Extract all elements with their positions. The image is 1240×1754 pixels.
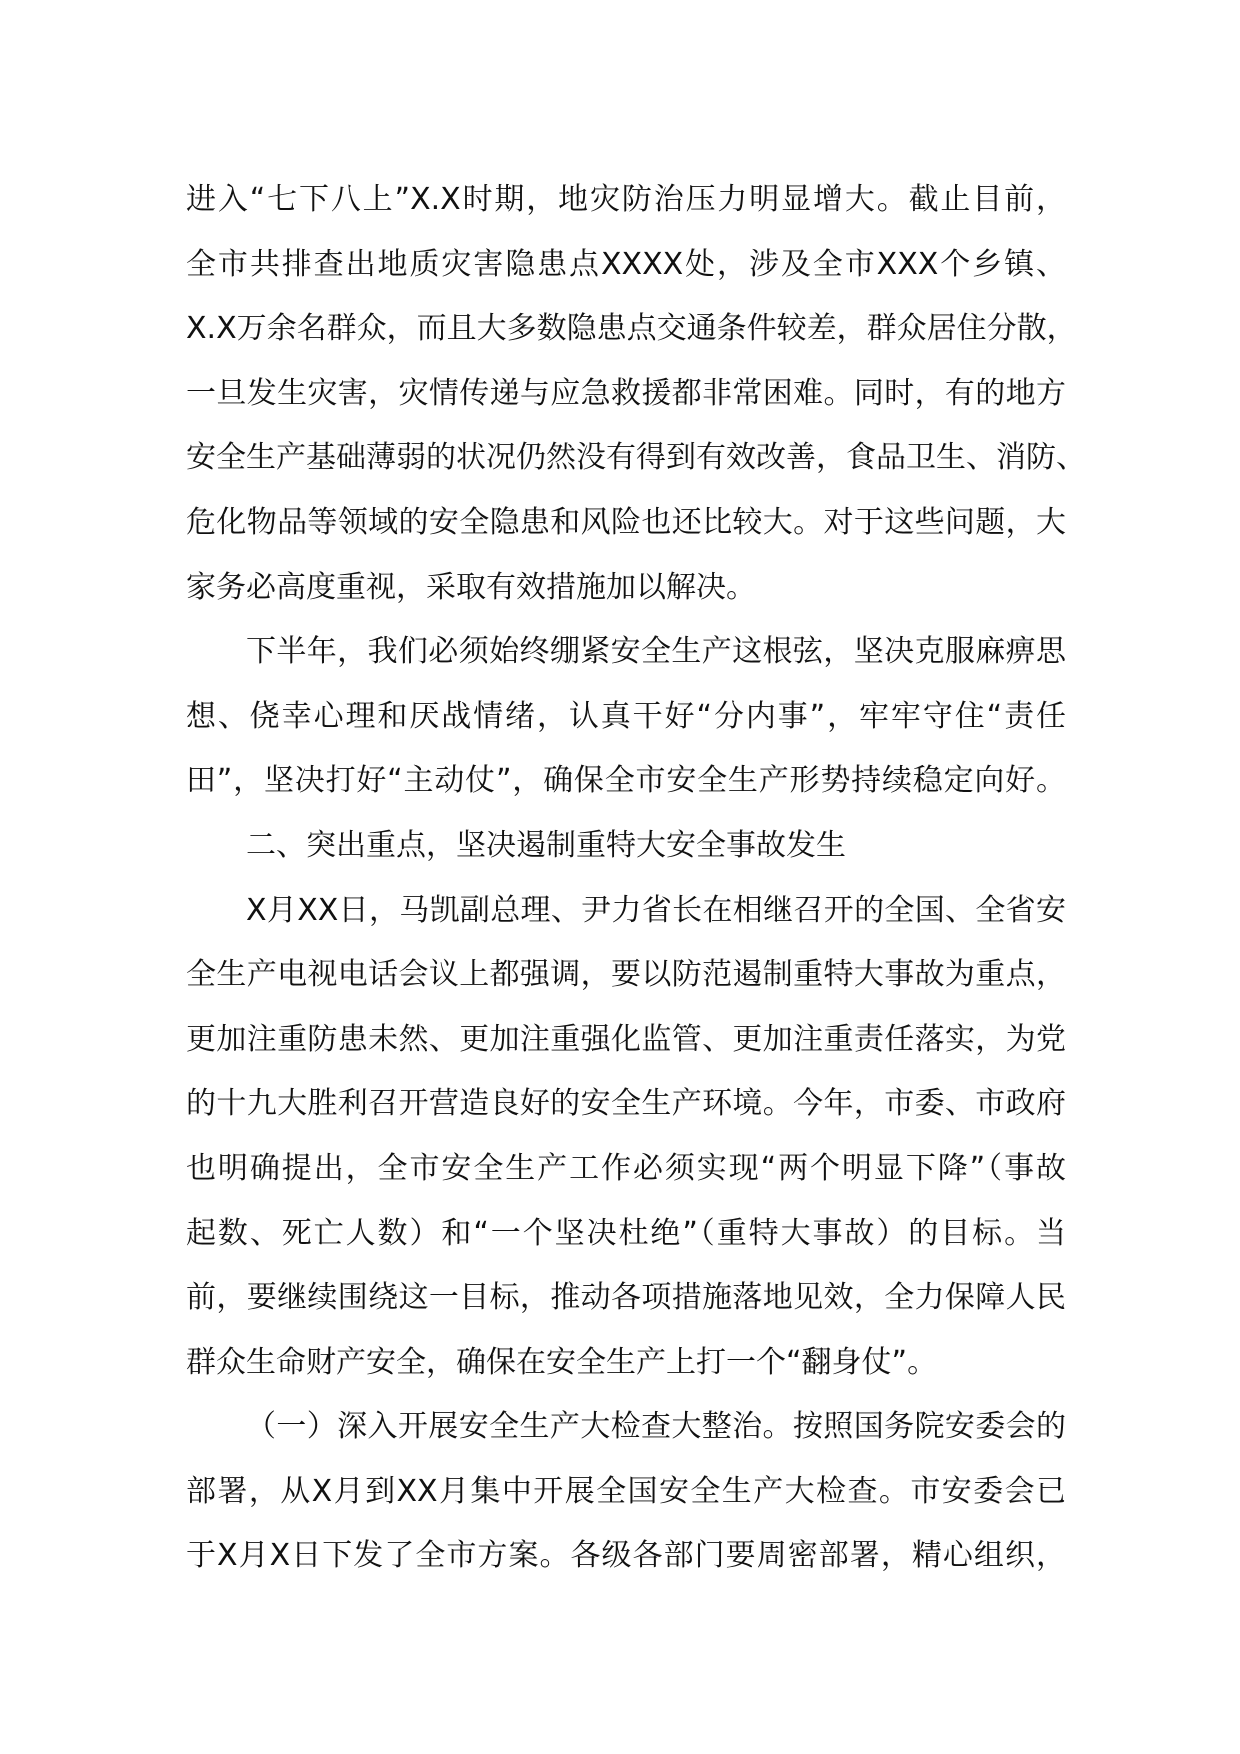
section-heading: 二、突出重点，坚决遏制重特大安全事故发生 (246, 827, 846, 863)
text-line: 更加注重防患未然、更加注重强化监管、更加注重责任落实，为党 (186, 1021, 1066, 1057)
text-line: X.X万余名群众，而且大多数隐患点交通条件较差，群众居住分散， (186, 311, 1077, 347)
text-line: 进入“七下八上”X.X时期，地灾防治压力明显增大。截止目前， (186, 182, 1066, 217)
text-line: 全市共排查出地质灾害隐患点XXXX处，涉及全市XXX个乡镇、 (186, 246, 1066, 282)
text-line: 危化物品等领域的安全隐患和风险也还比较大。对于这些问题，大 (186, 504, 1066, 540)
text-line: 前，要继续围绕这一目标，推动各项措施落地见效，全力保障人民 (186, 1280, 1066, 1316)
text-line: 部署，从X月到XX月集中开展全国安全生产大检查。市安委会已 (186, 1473, 1066, 1509)
text-line: （一）深入开展安全生产大检查大整治。按照国务院安委会的 (246, 1409, 1066, 1445)
text-line: 的十九大胜利召开营造良好的安全生产环境。今年，市委、市政府 (186, 1086, 1066, 1122)
text-line: 也明确提出，全市安全生产工作必须实现“两个明显下降”（事故 (186, 1150, 1066, 1186)
text-line: 起数、死亡人数）和“一个坚决杜绝”（重特大事故）的目标。当 (186, 1215, 1066, 1251)
text-line: 想、侥幸心理和厌战情绪，认真干好“分内事”，牢牢守住“责任 (186, 698, 1066, 734)
text-line: 一旦发生灾害，灾情传递与应急救援都非常困难。同时，有的地方 (186, 375, 1066, 411)
text-line: 家务必高度重视，采取有效措施加以解决。 (186, 569, 756, 605)
text-line: 全生产电视电话会议上都强调，要以防范遏制重特大事故为重点， (186, 957, 1066, 993)
text-line: 田”，坚决打好“主动仗”，确保全市安全生产形势持续稳定向好。 (186, 763, 1066, 799)
text-line: 群众生命财产安全，确保在安全生产上打一个“翻身仗”。 (186, 1344, 938, 1380)
text-line: 下半年，我们必须始终绷紧安全生产这根弦，坚决克服麻痹思 (246, 634, 1066, 670)
text-line: 安全生产基础薄弱的状况仍然没有得到有效改善，食品卫生、消防、 (186, 440, 1086, 476)
text-line: X月XX日，马凯副总理、尹力省长在相继召开的全国、全省安 (246, 892, 1066, 928)
text-line: 于X月X日下发了全市方案。各级各部门要周密部署，精心组织， (186, 1538, 1066, 1574)
document-body (186, 168, 1086, 1589)
